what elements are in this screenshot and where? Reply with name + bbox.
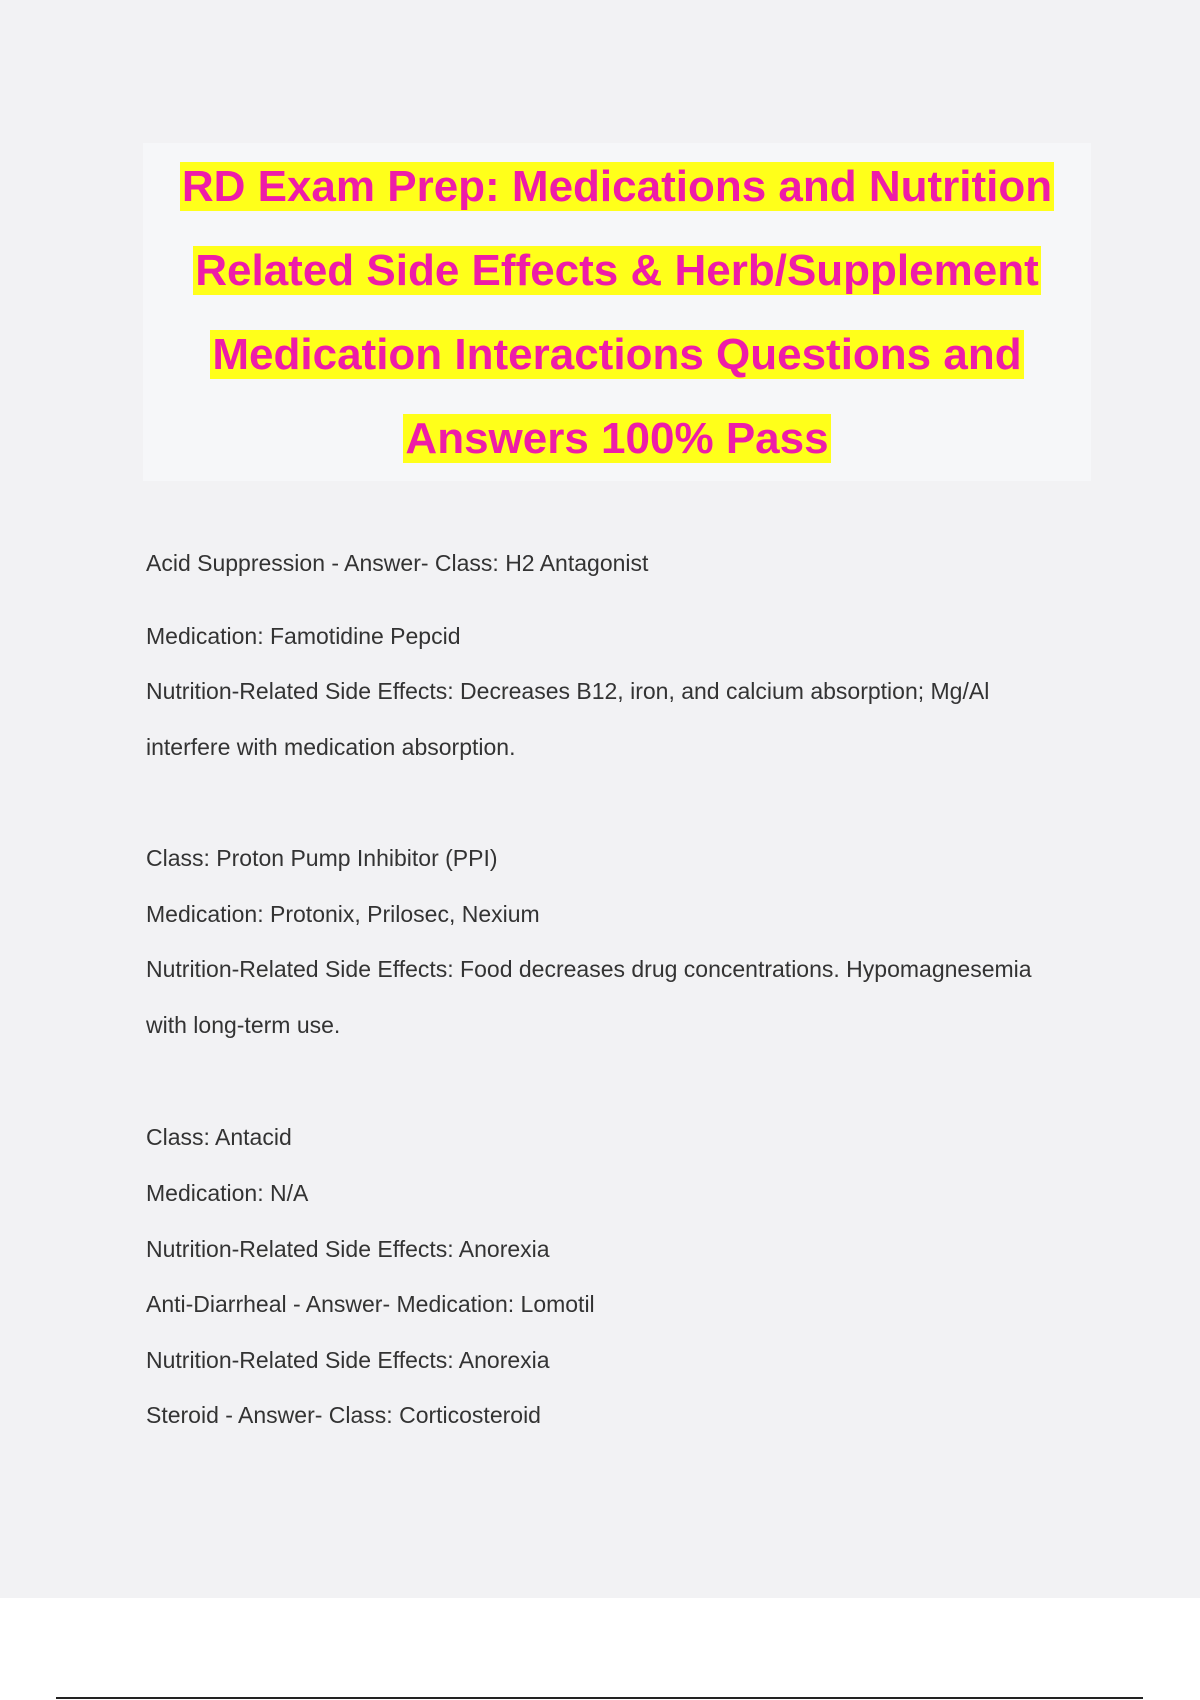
title-line-3: Medication Interactions Questions and [212,330,1022,379]
body-line: Medication: Famotidine Pepcid [146,623,461,649]
body-line: Class: Proton Pump Inhibitor (PPI) [146,845,498,871]
body-line: Medication: Protonix, Prilosec, Nexium [146,901,540,927]
title-block [143,143,1091,481]
body-line: interfere with medication absorption. [146,734,516,760]
body-line: Steroid - Answer- Class: Corticosteroid [146,1402,541,1428]
body-line: Nutrition-Related Side Effects: Decreases B12, iron, and calcium absorption; Mg/Al [146,678,990,704]
title-line-4: Answers 100% Pass [405,414,829,463]
title-line-2: Related Side Effects & Herb/Supplement [195,246,1039,295]
body-line: Anti-Diarrheal - Answer- Medication: Lomotil [146,1291,595,1317]
body-line: Nutrition-Related Side Effects: Anorexia [146,1347,550,1373]
body-line: Medication: N/A [146,1180,309,1206]
body-line: Nutrition-Related Side Effects: Food decreases drug concentrations. Hypomagnesemia [146,956,1032,982]
document-title [143,143,1091,481]
body-line: Class: Antacid [146,1124,292,1150]
body-line: Acid Suppression - Answer- Class: H2 Antagonist [146,550,649,576]
body-line: with long-term use. [146,1012,341,1038]
title-line-1: RD Exam Prep: Medications and Nutrition [181,162,1053,211]
body-line: Nutrition-Related Side Effects: Anorexia [146,1236,550,1262]
footer-divider [56,1697,1143,1699]
